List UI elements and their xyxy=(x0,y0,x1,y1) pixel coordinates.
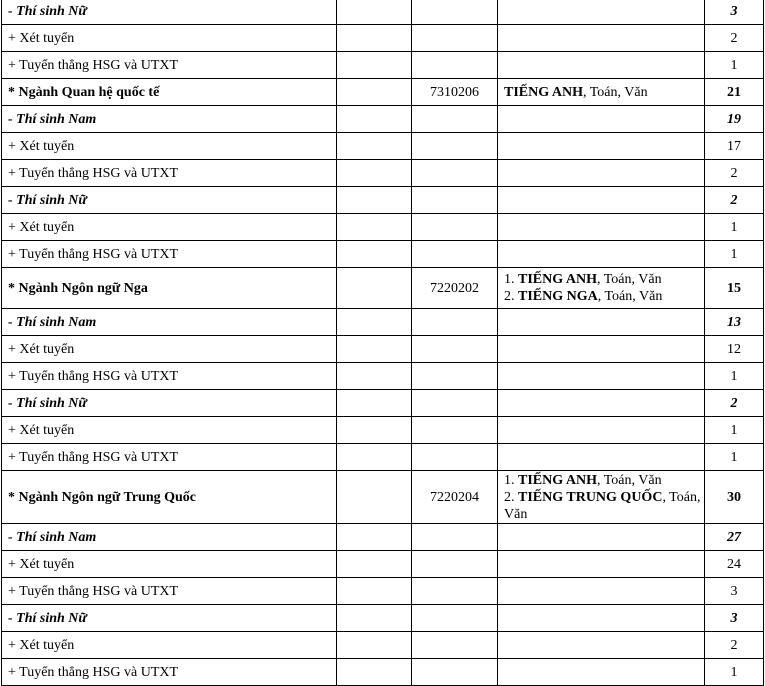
row-label: * Ngành Ngôn ngữ Trung Quốc xyxy=(2,471,337,524)
gender-row xyxy=(2,390,764,417)
table-row xyxy=(2,241,764,268)
row-label: - Thí sinh Nam xyxy=(2,106,337,133)
major-row xyxy=(2,79,764,106)
table-row xyxy=(2,336,764,363)
table-row xyxy=(2,363,764,390)
quota-count: 13 xyxy=(705,309,764,336)
empty-cell xyxy=(337,52,412,79)
quota-count: 12 xyxy=(705,336,764,363)
subject-combination xyxy=(498,241,705,268)
empty-cell xyxy=(337,133,412,160)
major-code xyxy=(412,363,498,390)
subject-combination xyxy=(498,417,705,444)
row-label: - Thí sinh Nữ xyxy=(2,187,337,214)
empty-cell xyxy=(337,578,412,605)
empty-cell xyxy=(337,471,412,524)
gender-row xyxy=(2,309,764,336)
subject-main: TIẾNG ANH xyxy=(504,84,583,100)
major-code xyxy=(412,0,498,25)
row-label: + Xét tuyển xyxy=(2,25,337,52)
admission-quota-table xyxy=(1,0,764,686)
subject-line xyxy=(504,472,702,489)
major-code: 7220204 xyxy=(412,471,498,524)
row-label: + Xét tuyển xyxy=(2,214,337,241)
subject-combination xyxy=(498,632,705,659)
major-code xyxy=(412,52,498,79)
major-code xyxy=(412,160,498,187)
major-code xyxy=(412,241,498,268)
table-row xyxy=(2,160,764,187)
quota-count: 24 xyxy=(705,551,764,578)
subject-prefix: 2. xyxy=(504,289,518,304)
subject-combination xyxy=(498,336,705,363)
row-label: + Xét tuyển xyxy=(2,133,337,160)
empty-cell xyxy=(337,241,412,268)
row-label: + Xét tuyển xyxy=(2,336,337,363)
row-label: * Ngành Ngôn ngữ Nga xyxy=(2,268,337,309)
subject-combination xyxy=(498,309,705,336)
empty-cell xyxy=(337,417,412,444)
row-label: - Thí sinh Nữ xyxy=(2,390,337,417)
empty-cell xyxy=(337,25,412,52)
gender-row xyxy=(2,0,764,25)
row-label: + Tuyển thẳng HSG và UTXT xyxy=(2,363,337,390)
row-label: + Xét tuyển xyxy=(2,551,337,578)
subject-combination xyxy=(498,363,705,390)
table-row xyxy=(2,551,764,578)
quota-count: 2 xyxy=(705,187,764,214)
quota-count: 17 xyxy=(705,133,764,160)
empty-cell xyxy=(337,336,412,363)
subject-combination xyxy=(498,268,705,309)
quota-count: 3 xyxy=(705,578,764,605)
major-code xyxy=(412,659,498,686)
major-code xyxy=(412,187,498,214)
quota-count: 19 xyxy=(705,106,764,133)
empty-cell xyxy=(337,0,412,25)
row-label: - Thí sinh Nam xyxy=(2,309,337,336)
major-code xyxy=(412,336,498,363)
empty-cell xyxy=(337,444,412,471)
major-code xyxy=(412,578,498,605)
row-label: + Tuyển thẳng HSG và UTXT xyxy=(2,52,337,79)
subject-combination xyxy=(498,133,705,160)
empty-cell xyxy=(337,79,412,106)
table-row xyxy=(2,133,764,160)
subject-line xyxy=(504,271,702,288)
table-row xyxy=(2,214,764,241)
quota-count: 1 xyxy=(705,363,764,390)
subject-combination xyxy=(498,551,705,578)
subject-combination xyxy=(498,524,705,551)
row-label: + Xét tuyển xyxy=(2,632,337,659)
major-code xyxy=(412,309,498,336)
quota-count: 2 xyxy=(705,632,764,659)
subject-combination xyxy=(498,160,705,187)
subject-combination xyxy=(498,187,705,214)
major-code xyxy=(412,106,498,133)
quota-count: 1 xyxy=(705,214,764,241)
subject-combination xyxy=(498,52,705,79)
major-row xyxy=(2,471,764,524)
subject-combination xyxy=(498,106,705,133)
major-code xyxy=(412,444,498,471)
gender-row xyxy=(2,605,764,632)
major-code xyxy=(412,524,498,551)
empty-cell xyxy=(337,160,412,187)
major-code xyxy=(412,551,498,578)
subject-line xyxy=(504,84,702,101)
quota-count: 3 xyxy=(705,0,764,25)
subject-rest: , Toán, Văn xyxy=(582,84,648,100)
quota-count: 1 xyxy=(705,417,764,444)
quota-count: 1 xyxy=(705,52,764,79)
quota-count: 2 xyxy=(705,390,764,417)
subject-combination xyxy=(498,444,705,471)
empty-cell xyxy=(337,390,412,417)
empty-cell xyxy=(337,524,412,551)
subject-combination xyxy=(498,578,705,605)
quota-count: 30 xyxy=(705,471,764,524)
subject-rest: , Toán, Văn xyxy=(504,489,701,522)
row-label: * Ngành Quan hệ quốc tế xyxy=(2,79,337,106)
table-row xyxy=(2,417,764,444)
subject-rest: , Toán, Văn xyxy=(596,272,662,287)
empty-cell xyxy=(337,632,412,659)
quota-count: 1 xyxy=(705,241,764,268)
subject-combination xyxy=(498,25,705,52)
major-code: 7220202 xyxy=(412,268,498,309)
quota-count: 3 xyxy=(705,605,764,632)
quota-count: 21 xyxy=(705,79,764,106)
major-code: 7310206 xyxy=(412,79,498,106)
subject-line xyxy=(504,288,702,305)
subject-prefix: 1. xyxy=(504,272,518,287)
table-body xyxy=(2,0,764,686)
empty-cell xyxy=(337,187,412,214)
subject-combination xyxy=(498,659,705,686)
row-label: + Xét tuyển xyxy=(2,417,337,444)
subject-combination xyxy=(498,214,705,241)
table-row xyxy=(2,52,764,79)
quota-count: 27 xyxy=(705,524,764,551)
subject-combination xyxy=(498,471,705,524)
empty-cell xyxy=(337,106,412,133)
row-label: - Thí sinh Nữ xyxy=(2,605,337,632)
empty-cell xyxy=(337,551,412,578)
subject-prefix: 2. xyxy=(504,489,518,505)
row-label: - Thí sinh Nam xyxy=(2,524,337,551)
gender-row xyxy=(2,187,764,214)
major-code xyxy=(412,417,498,444)
quota-count: 15 xyxy=(705,268,764,309)
row-label: + Tuyển thẳng HSG và UTXT xyxy=(2,160,337,187)
table-row xyxy=(2,444,764,471)
major-code xyxy=(412,25,498,52)
major-code xyxy=(412,605,498,632)
empty-cell xyxy=(337,659,412,686)
major-code xyxy=(412,214,498,241)
empty-cell xyxy=(337,268,412,309)
row-label: + Tuyển thẳng HSG và UTXT xyxy=(2,241,337,268)
subject-main: TIẾNG NGA xyxy=(518,289,598,304)
empty-cell xyxy=(337,309,412,336)
gender-row xyxy=(2,106,764,133)
table-row xyxy=(2,659,764,686)
quota-count: 2 xyxy=(705,25,764,52)
subject-main: TIẾNG ANH xyxy=(518,472,597,488)
quota-count: 1 xyxy=(705,444,764,471)
subject-prefix: 1. xyxy=(504,472,518,488)
major-code xyxy=(412,632,498,659)
quota-count: 1 xyxy=(705,659,764,686)
subject-combination xyxy=(498,79,705,106)
gender-row xyxy=(2,524,764,551)
table-row xyxy=(2,632,764,659)
table-row xyxy=(2,25,764,52)
major-code xyxy=(412,133,498,160)
subject-combination xyxy=(498,0,705,25)
major-code xyxy=(412,390,498,417)
subject-combination xyxy=(498,390,705,417)
empty-cell xyxy=(337,605,412,632)
row-label: - Thí sinh Nữ xyxy=(2,0,337,25)
row-label: + Tuyển thẳng HSG và UTXT xyxy=(2,659,337,686)
subject-rest: , Toán, Văn xyxy=(597,289,663,304)
row-label: + Tuyển thẳng HSG và UTXT xyxy=(2,578,337,605)
major-row xyxy=(2,268,764,309)
subject-main: TIẾNG ANH xyxy=(518,272,597,287)
quota-count: 2 xyxy=(705,160,764,187)
subject-combination xyxy=(498,605,705,632)
row-label: + Tuyển thẳng HSG và UTXT xyxy=(2,444,337,471)
table-row xyxy=(2,578,764,605)
subject-main: TIẾNG TRUNG QUỐC xyxy=(518,489,663,505)
subject-line xyxy=(504,489,702,523)
subject-rest: , Toán, Văn xyxy=(596,472,662,488)
empty-cell xyxy=(337,363,412,390)
empty-cell xyxy=(337,214,412,241)
